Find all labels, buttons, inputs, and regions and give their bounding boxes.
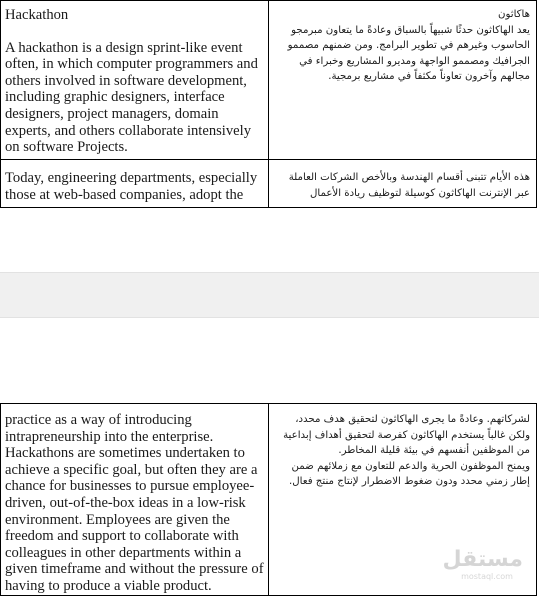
arabic-paragraph: هذه الأيام تتبنى أقسام الهندسة وبالأخص الشركات العاملة عبر الإنترنت الهاكاثون كوسيلة لتوظيف ريادة الأعمال	[288, 172, 530, 199]
translation-table-bottom	[0, 403, 537, 596]
english-heading: Hackathon	[5, 7, 69, 23]
english-cell	[1, 160, 269, 208]
english-paragraph: Today, engineering departments, especially those at web-based companies, adopt the	[5, 170, 258, 203]
english-cell	[1, 1, 269, 160]
arabic-paragraph: ويمنح الموظفون الحرية والدعم للتعاون مع زملائهم ضمن إطار زمني محدد ودون ضغوط الاضطرار لإنتاج منتج فعال.	[289, 460, 530, 488]
arabic-cell	[269, 160, 537, 208]
watermark-domain: mostaql.com	[461, 572, 513, 581]
english-paragraph: A hackathon is a design sprint-like event often, in which computer programmers and others involved in software development, including graphic designers, interface designers, project managers, domain experts, and others collaborate intensively on software Projects.	[5, 39, 258, 156]
table-row	[1, 1, 537, 160]
translation-table-top	[0, 0, 537, 208]
english-paragraph: practice as a way of introducing intrapreneurship into the enterprise. Hackathons are sometimes undertaken to achieve a specific goal, but often they are a chance for businesses to pursue employee-driven, out-of-the-box ideas in a low-risk environment. Employees are given the freedom and support to collaborate with colleagues in other departments within a given timeframe and without the pressure of having to produce a viable product.	[5, 412, 264, 594]
table-row	[1, 404, 537, 596]
arabic-paragraph: لشركاتهم. وعادةً ما يجرى الهاكاثون لتحقيق هدف محدد، ولكن غالباً يستخدم الهاكاثون كفرصة لتحقيق أهداف إبداعية من الموظفين أنفسهم في بيئة قليلة المخاطر.	[283, 414, 530, 457]
arabic-cell	[269, 1, 537, 160]
arabic-cell	[269, 404, 537, 596]
page-separator	[0, 272, 539, 318]
english-cell	[1, 404, 269, 596]
arabic-heading: هاكاثون	[497, 9, 530, 20]
watermark-logo: مستقل	[442, 547, 523, 572]
arabic-paragraph: يعد الهاكاثون حدثًا شبيهاً بالسباق وعادةً ما يتعاون مبرمجو الحاسوب وغيرهم في تطوير البرامج. ومن ضمنهم مصممو الجرافيك ومصممو الواجهة ومديرو المشاريع وخبراء في مجالهم وآخرون تعاوناً مكثفاً في مشاريع برمجية.	[287, 24, 530, 83]
table-row	[1, 160, 537, 208]
